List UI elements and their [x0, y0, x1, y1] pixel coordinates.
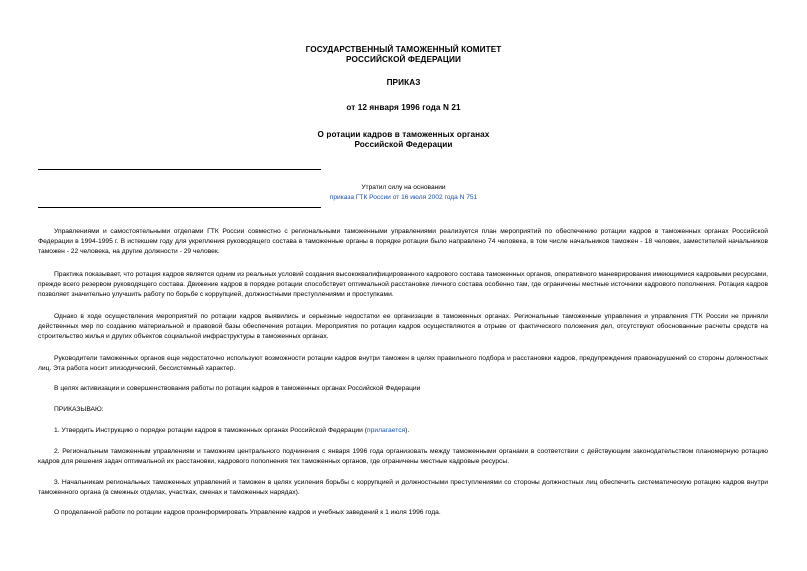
paragraph-7: [38, 426, 768, 436]
repeal-order-link[interactable]: приказа ГТК России от 16 июля 2002 года N 751: [329, 194, 478, 201]
appendix-link[interactable]: прилагается: [367, 427, 406, 434]
paragraph-10: О проделанной работе по ротации кадров проинформировать Управление кадров и учебных заведений к 1 июля 1996 года.: [54, 509, 441, 516]
paragraph-9: 3. Начальникам региональных таможенных управлений и таможен в целях усиления борьбы с коррупцией и должностными преступлениями со стороны должностных лиц обеспечить систематическую ротацию кадров внутри таможенного органа (в смежных отделах, участках, сменах и таможенных нарядах).: [38, 479, 768, 496]
bottom-divider: [38, 207, 321, 208]
paragraph-4: Руководители таможенных органов еще недостаточно используют возможности ротации кадров внутри таможен в целях правильного подбора и расстановки кадров, предупреждения правонарушений со стороны должностных лиц. Эта работа носит эпизодический, бессистемный характер.: [38, 355, 768, 372]
paragraph-2: Практика показывает, что ротация кадров является одним из реальных условий создания высококвалифицированного кадрового состава таможенных органов, оперативного маневрирования имеющимися кадровыми ресурсами, прежде всего резервом руководящего состава. Движение кадров в порядке ротации способствует оптимальной расстановке личного состава особенно там, где ограничены местные источники кадрового пополнения. Ротация кадров позволяет значительно улучшить работу по борьбе с коррупцией, должностными преступлениями и проступками.: [38, 271, 768, 298]
paragraph-7-end: ).: [405, 427, 410, 434]
status-note-line: Утратил силу на основании: [361, 184, 446, 191]
doc-title-line2: Российской Федерации: [354, 140, 453, 149]
paragraph-7-text: 1. Утвердить Инструкцию о порядке ротации кадров в таможенных органах Российской Федерации (: [54, 427, 367, 434]
paragraph-3: Однако в ходе осуществления мероприятий по ротации кадров выявились и серьезные недостатки ее организации в таможенных органах. Региональные таможенные управления и управления ГТК России не приняли действенных мер по созданию материальной и правовой базы обеспечения ротации. Мероприятия по ротации кадров осуществляются в отрыве от фактического положения дел, отсутствуют обоснованные расчеты средств на строительство жилья и других объектов социальной инфраструктуры в таможенных органах.: [38, 313, 768, 340]
org-name-line2: РОССИЙСКОЙ ФЕДЕРАЦИИ: [346, 55, 461, 64]
org-name-line1: ГОСУДАРСТВЕННЫЙ ТАМОЖЕННЫЙ КОМИТЕТ: [305, 45, 502, 54]
paragraph-5: В целях активизации и совершенствования работы по ротации кадров в таможенных органах Российской Федерации: [54, 385, 421, 392]
doc-title-line1: О ротации кадров в таможенных органах: [317, 130, 490, 139]
paragraph-1: Управлениями и самостоятельными отделами ГТК России совместно с региональными таможенными управлениями реализуется план мероприятий по обеспечению ротации кадров в таможенных органах Российской Федерации в 1994-1995 г. В истекшем году для укрепления руководящего состава в таможенные органы в порядке ротации было направлено 74 человека, в том числе начальников таможен - 18 человек, заместителей начальников таможен - 22 человека, на другие должности - 29 человек.: [38, 228, 768, 255]
top-divider: [38, 169, 321, 170]
paragraph-8: 2. Региональным таможенным управлениям и таможням центрального подчинения с января 1996 года организовать между таможенными органами в соответствии с действующим законодательством планомерную ротацию кадров для решения задач оптимальной их расстановки, кадрового пополнения тех таможенных органов, где ограничены местные кадровые ресурсы.: [38, 448, 768, 465]
paragraph-6-decree: ПРИКАЗЫВАЮ:: [54, 406, 104, 413]
doc-type: ПРИКАЗ: [386, 78, 421, 87]
doc-date: от 12 января 1996 года N 21: [346, 103, 461, 112]
